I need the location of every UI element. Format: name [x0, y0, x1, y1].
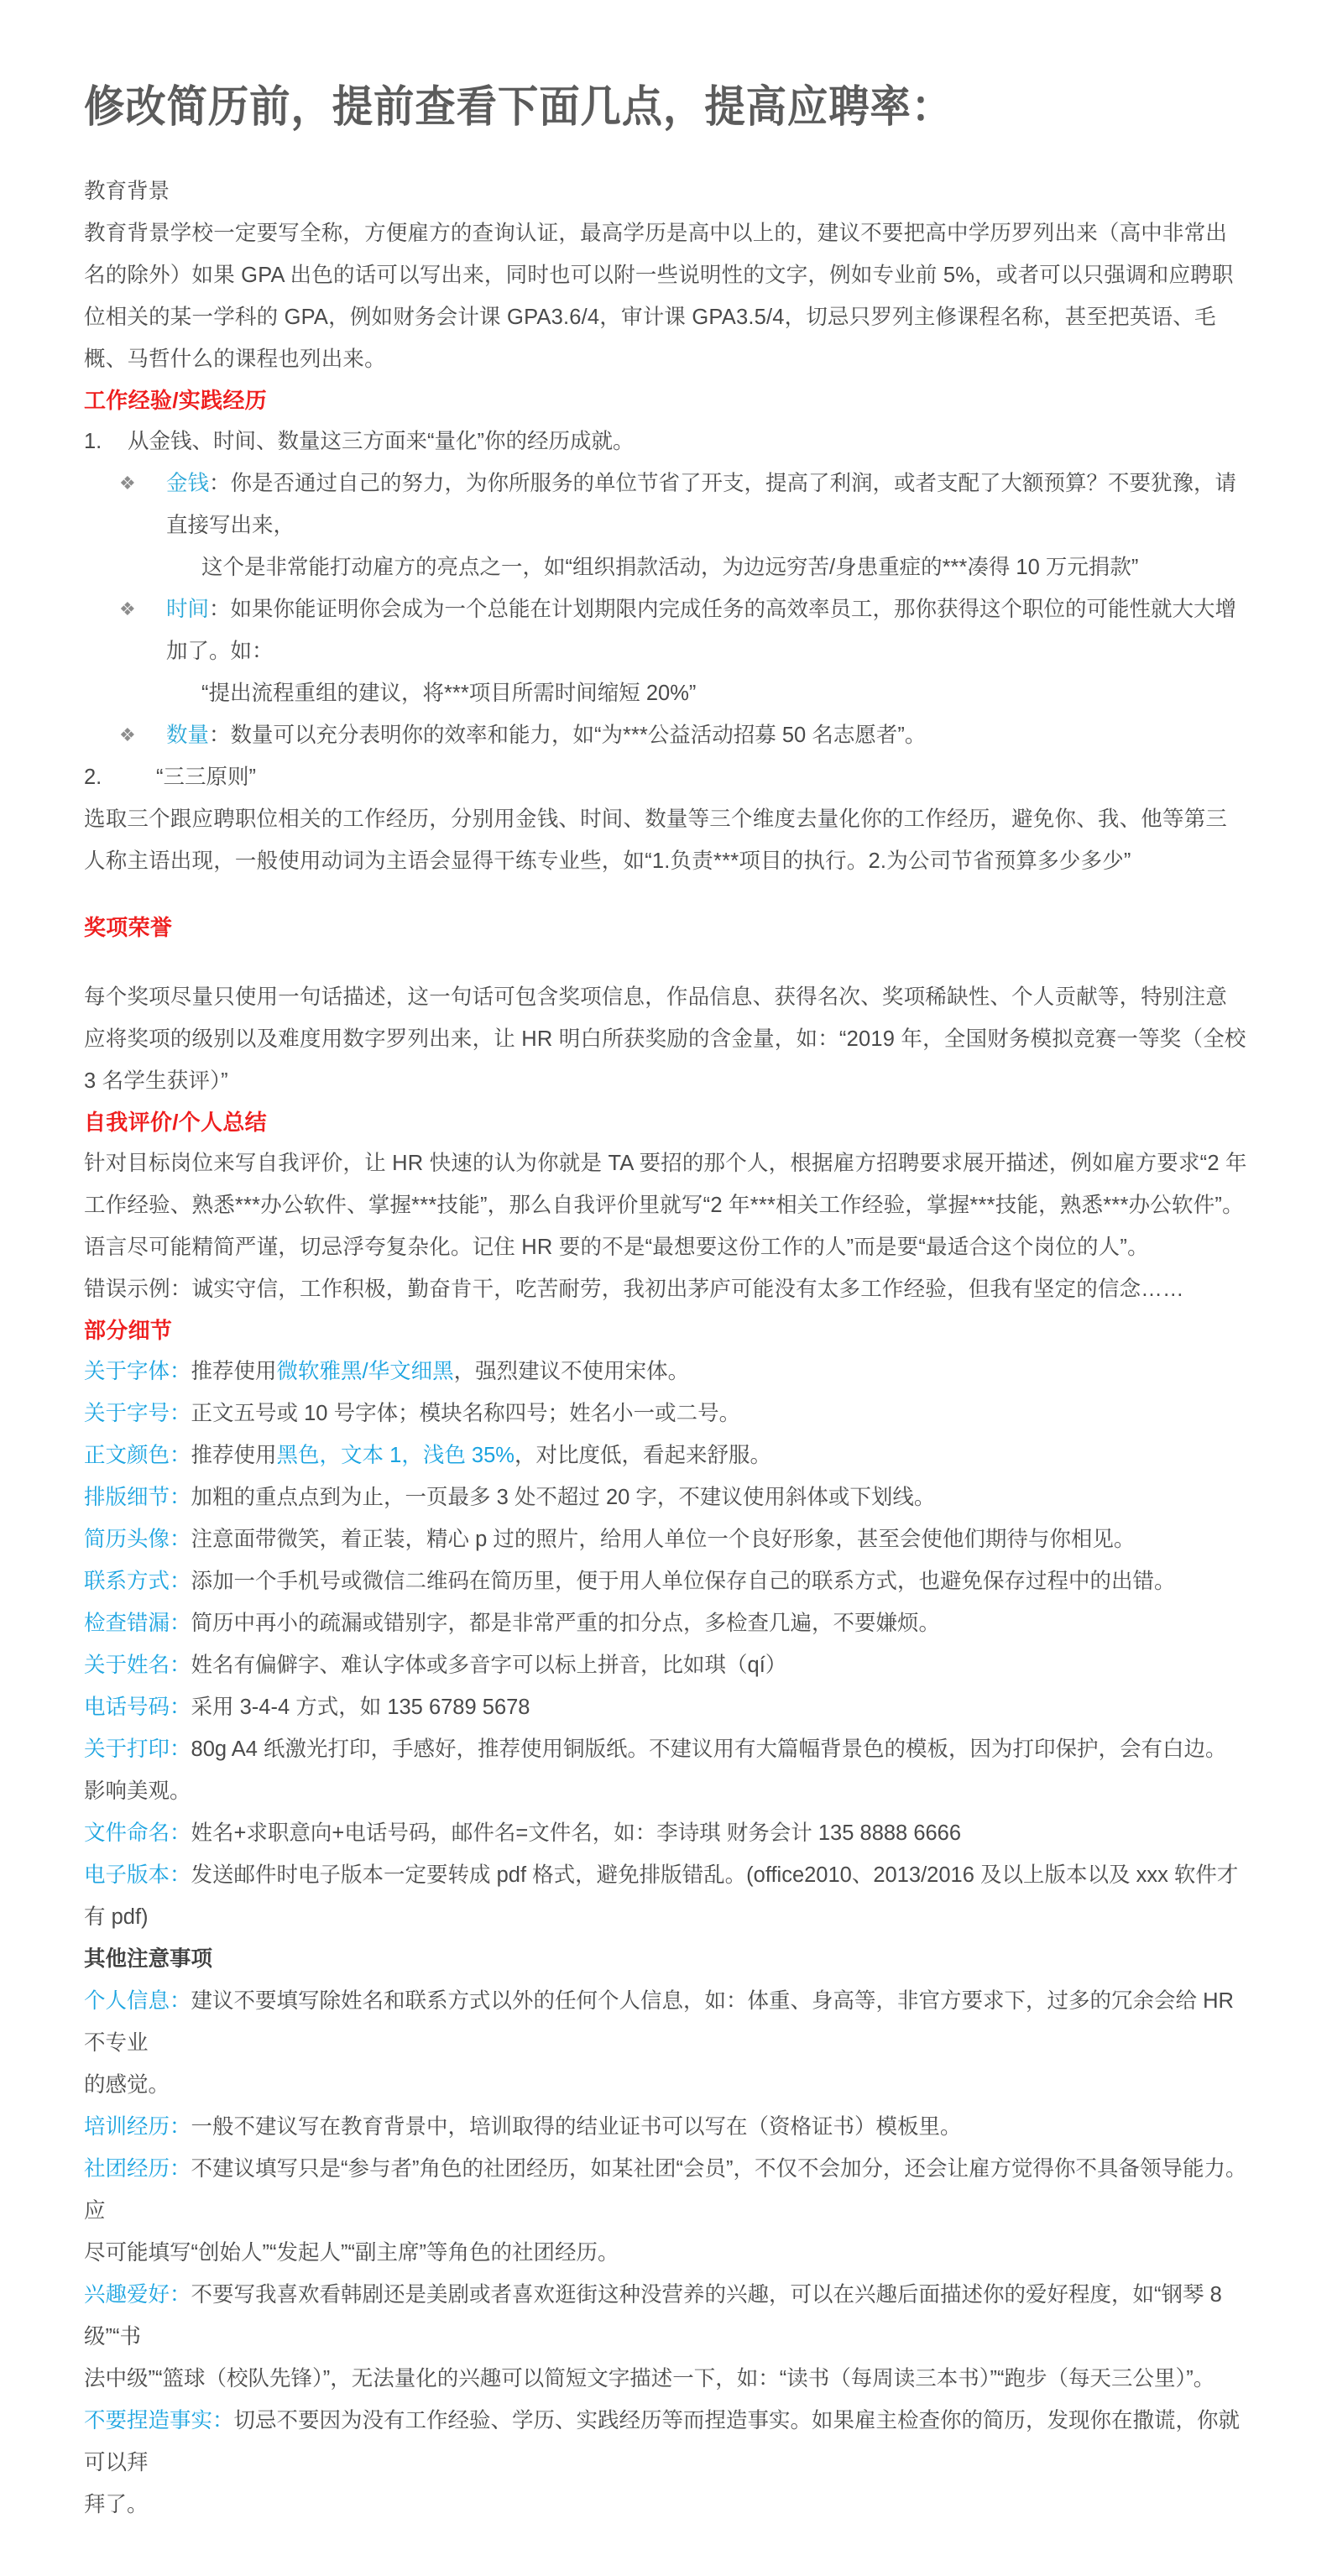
list-text: 从金钱、时间、数量这三方面来“量化”你的经历成就。 — [128, 430, 635, 453]
note-sep: ： — [212, 2409, 234, 2432]
detail-row-font-size — [84, 1393, 1248, 1434]
section-heading-self-evaluation: 自我评价/个人总结 — [84, 1110, 267, 1135]
note-row-personal-info-line2: 的感觉。 — [84, 2073, 170, 2097]
bullet-separator: ： — [209, 472, 231, 495]
note-row-no-fabrication-line2: 拜了。 — [84, 2493, 149, 2516]
detail-label: 排版细节 — [84, 1486, 170, 1509]
note-row-club — [84, 2148, 1248, 2232]
work-bullet-money-line2: 这个是非常能打动雇方的亮点之一，如“组织捐款活动，为边远穷苦/身患重症的***凑得 10 万元捐款” — [201, 556, 1139, 579]
bullet-separator: ： — [209, 724, 231, 747]
detail-suffix: ，对比度低，看起来舒服。 — [514, 1444, 771, 1467]
detail-prefix: 发送邮件时电子版本一定要转成 pdf 格式，避免排版错乱。(office2010、2013/2016 及以上版本以及 xxx 软件才有 pdf) — [84, 1863, 1239, 1929]
work-bullet-time — [84, 588, 1248, 672]
detail-prefix: 正文五号或 10 号字体；模块名称四号；姓名小一或二号。 — [191, 1402, 741, 1425]
bullet-body — [166, 714, 1248, 756]
detail-highlight: 黑色，文本 1，浅色 35% — [276, 1444, 515, 1467]
detail-row-layout — [84, 1476, 1248, 1518]
detail-label: 关于字号 — [84, 1402, 170, 1425]
detail-sep: ： — [170, 1528, 191, 1551]
detail-sep: ： — [170, 1696, 191, 1719]
page-title: 修改简历前，提前查看下面几点，提高应聘率： — [84, 83, 953, 132]
detail-prefix: 加粗的重点点到为止，一页最多 3 处不超过 20 字，不建议使用斜体或下划线。 — [191, 1486, 936, 1509]
detail-sep: ： — [170, 1863, 191, 1887]
note-row-hobbies — [84, 2274, 1248, 2358]
detail-row-contact — [84, 1560, 1248, 1602]
detail-label: 关于字体 — [84, 1360, 170, 1383]
detail-sep: ： — [170, 1402, 191, 1425]
note-sep: ： — [170, 1989, 191, 2013]
work-numbered-item-2 — [84, 756, 1248, 798]
diamond-bullet-icon: ❖ — [119, 598, 136, 619]
detail-label: 关于姓名 — [84, 1654, 170, 1677]
detail-row-proofread — [84, 1602, 1248, 1644]
section-heading-work-experience: 工作经验/实践经历 — [84, 388, 267, 413]
section-heading-details: 部分细节 — [84, 1318, 173, 1343]
detail-sep: ： — [170, 1737, 191, 1761]
bullet-body — [166, 462, 1248, 546]
detail-highlight: 微软雅黑/华文细黑 — [276, 1360, 454, 1383]
self-evaluation-paragraph: 针对目标岗位来写自我评价，让 HR 快速的认为你就是 TA 要招的那个人，根据雇方招聘要求展开描述，例如雇方要求“2 年工作经验、熟悉***办公软件、掌握***技能”，那么自我评价里就写“2 年***相关工作经验，掌握***技能，熟悉***办公软件”。语言尽可能精简严谨，切忌浮夸复杂化。记住 HR 要的不是“最想要这份工作的人”而是要“最适合这个岗位的人”。 — [84, 1152, 1247, 1259]
bullet-keyword: 金钱 — [166, 472, 210, 495]
section-heading-awards: 奖项荣誉 — [84, 915, 173, 940]
detail-label: 正文颜色 — [84, 1444, 170, 1467]
note-sep: ： — [170, 2283, 191, 2307]
note-text: 一般不建议写在教育背景中，培训取得的结业证书可以写在（资格证书）模板里。 — [191, 2115, 962, 2139]
detail-prefix: 采用 3-4-4 方式，如 135 6789 5678 — [191, 1696, 530, 1719]
detail-prefix: 推荐使用 — [191, 1360, 277, 1383]
detail-sep: ： — [170, 1612, 191, 1635]
detail-prefix: 添加一个手机号或微信二维码在简历里，便于用人单位保存自己的联系方式，也避免保存过程中的出错。 — [191, 1570, 1176, 1593]
work-bullet-quantity — [84, 714, 1248, 756]
detail-label: 检查错漏 — [84, 1612, 170, 1635]
detail-row-avatar — [84, 1518, 1248, 1560]
detail-prefix: 姓名有偏僻字、难认字体或多音字可以标上拼音，比如琪（qí） — [191, 1654, 787, 1677]
detail-sep: ： — [170, 1570, 191, 1593]
detail-label: 电子版本 — [84, 1863, 170, 1887]
note-text: 不建议填写只是“参与者”角色的社团经历，如某社团“会员”，不仅不会加分，还会让雇方觉得你不具备领导能力。应 — [84, 2157, 1247, 2223]
detail-prefix: 姓名+求职意向+电话号码，邮件名=文件名，如：李诗琪 财务会计 135 8888 6666 — [191, 1821, 962, 1845]
detail-label: 文件命名 — [84, 1821, 170, 1845]
note-sep: ： — [170, 2115, 191, 2139]
detail-sep: ： — [170, 1360, 191, 1383]
detail-row-filename — [84, 1812, 1248, 1854]
note-label: 兴趣爱好 — [84, 2283, 170, 2307]
work-numbered-item-1 — [84, 421, 1248, 462]
details-list — [84, 1351, 1248, 1938]
detail-label: 关于打印 — [84, 1737, 170, 1761]
detail-sep: ： — [170, 1654, 191, 1677]
note-text: 切忌不要因为没有工作经验、学历、实践经历等而捏造事实。如果雇主检查你的简历，发现你在撒谎，你就可以拜 — [84, 2409, 1241, 2474]
detail-row-phone — [84, 1686, 1248, 1728]
bullet-text: 如果你能证明你会成为一个总能在计划期限内完成任务的高效率员工，那你获得这个职位的可能性就大大增加了。如： — [166, 598, 1237, 663]
note-row-club-line2: 尽可能填写“创始人”“发起人”“副主席”等角色的社团经历。 — [84, 2241, 619, 2265]
note-row-no-fabrication — [84, 2400, 1248, 2484]
note-row-training — [84, 2106, 1248, 2148]
diamond-bullet-icon: ❖ — [119, 724, 136, 745]
bullet-keyword: 数量 — [166, 724, 210, 747]
detail-prefix: 推荐使用 — [191, 1444, 277, 1467]
bullet-keyword: 时间 — [166, 598, 210, 621]
note-row-hobbies-line2: 法中级”“篮球（校队先锋）”，无法量化的兴趣可以简短文字描述一下，如：“读书（每周读三本书）”“跑步（每天三公里）”。 — [84, 2367, 1215, 2391]
spacer — [84, 882, 1248, 907]
bullet-text: 数量可以充分表明你的效率和能力，如“为***公益活动招募 50 名志愿者”。 — [230, 724, 927, 747]
work-bullet-money — [84, 462, 1248, 546]
detail-sep: ： — [170, 1486, 191, 1509]
detail-row-font — [84, 1351, 1248, 1393]
detail-row-electronic-version — [84, 1854, 1248, 1938]
spacer — [84, 963, 1248, 976]
detail-sep: ： — [170, 1444, 191, 1467]
list-text: “三三原则” — [156, 765, 256, 789]
bullet-text: 你是否通过自己的努力，为你所服务的单位节省了开支，提高了利润，或者支配了大额预算？不要犹豫，请直接写出来， — [166, 472, 1237, 537]
detail-row-printing — [84, 1728, 1248, 1812]
note-text: 建议不要填写除姓名和联系方式以外的任何个人信息，如：体重、身高等，非官方要求下，过多的冗余会给 HR 不专业 — [84, 1989, 1234, 2055]
detail-prefix: 注意面带微笑，着正装，精心 p 过的照片，给用人单位一个良好形象，甚至会使他们期待与你相见。 — [191, 1528, 1136, 1551]
detail-sep: ： — [170, 1821, 191, 1845]
note-text: 不要写我喜欢看韩剧还是美剧或者喜欢逛街这种没营养的兴趣，可以在兴趣后面描述你的爱好程度，如“钢琴 8 级”“书 — [84, 2283, 1222, 2349]
note-label: 培训经历 — [84, 2115, 170, 2139]
diamond-bullet-icon: ❖ — [119, 473, 136, 494]
self-evaluation-bad-example: 错误示例：诚实守信，工作积极，勤奋肯干，吃苦耐劳，我初出茅庐可能没有太多工作经验，但我有坚定的信念…… — [84, 1278, 1184, 1301]
section-heading-education: 教育背景 — [84, 180, 170, 203]
note-row-personal-info — [84, 1980, 1248, 2064]
detail-row-name — [84, 1644, 1248, 1686]
note-label: 不要捏造事实 — [84, 2409, 213, 2432]
list-number: 1. — [84, 430, 102, 453]
detail-label: 联系方式 — [84, 1570, 170, 1593]
section-heading-other-notes: 其他注意事项 — [84, 1947, 213, 1971]
list-number: 2. — [84, 765, 102, 789]
note-label: 社团经历 — [84, 2157, 170, 2181]
awards-paragraph: 每个奖项尽量只使用一句话描述，这一句话可包含奖项信息，作品信息、获得名次、奖项稀缺性、个人贡献等，特别注意应将奖项的级别以及难度用数字罗列出来，让 HR 明白所获奖励的含金量，如：“2019 年，全国财务模拟竞赛一等奖（全校 3 名学生获评）” — [84, 985, 1246, 1093]
bullet-separator: ： — [209, 598, 231, 621]
note-sep: ： — [170, 2157, 191, 2181]
other-notes-list — [84, 1980, 1248, 2526]
detail-prefix: 简历中再小的疏漏或错别字，都是非常严重的扣分点，多检查几遍，不要嫌烦。 — [191, 1612, 941, 1635]
education-paragraph: 教育背景学校一定要写全称，方便雇方的查询认证，最高学历是高中以上的，建议不要把高中学历罗列出来（高中非常出名的除外）如果 GPA 出色的话可以写出来，同时也可以附一些说明性的文字，例如专业前 5%，或者可以只强调和应聘职位相关的某一学科的 GPA，例如财务会计课 GPA3.6/4，审计课 GPA3.5/4，切忌只罗列主修课程名称，甚至把英语、毛概、马哲什么的课程也列出来。 — [84, 222, 1234, 371]
note-label: 个人信息 — [84, 1989, 170, 2013]
bullet-body — [166, 588, 1248, 672]
work-bullet-time-line2: “提出流程重组的建议，将***项目所需时间缩短 20%” — [201, 682, 697, 705]
detail-prefix: 80g A4 纸激光打印，手感好，推荐使用铜版纸。不建议用有大篇幅背景色的模板，因为打印保护，会有白边。影响美观。 — [84, 1737, 1227, 1803]
detail-label: 简历头像 — [84, 1528, 170, 1551]
work-paragraph: 选取三个跟应聘职位相关的工作经历，分别用金钱、时间、数量等三个维度去量化你的工作经历，避免你、我、他等第三人称主语出现，一般使用动词为主语会显得干练专业些，如“1.负责***项目的执行。2.为公司节省预算多少多少” — [84, 807, 1228, 873]
detail-row-body-color — [84, 1434, 1248, 1476]
detail-label: 电话号码 — [84, 1696, 170, 1719]
detail-suffix: ，强烈建议不使用宋体。 — [453, 1360, 690, 1383]
